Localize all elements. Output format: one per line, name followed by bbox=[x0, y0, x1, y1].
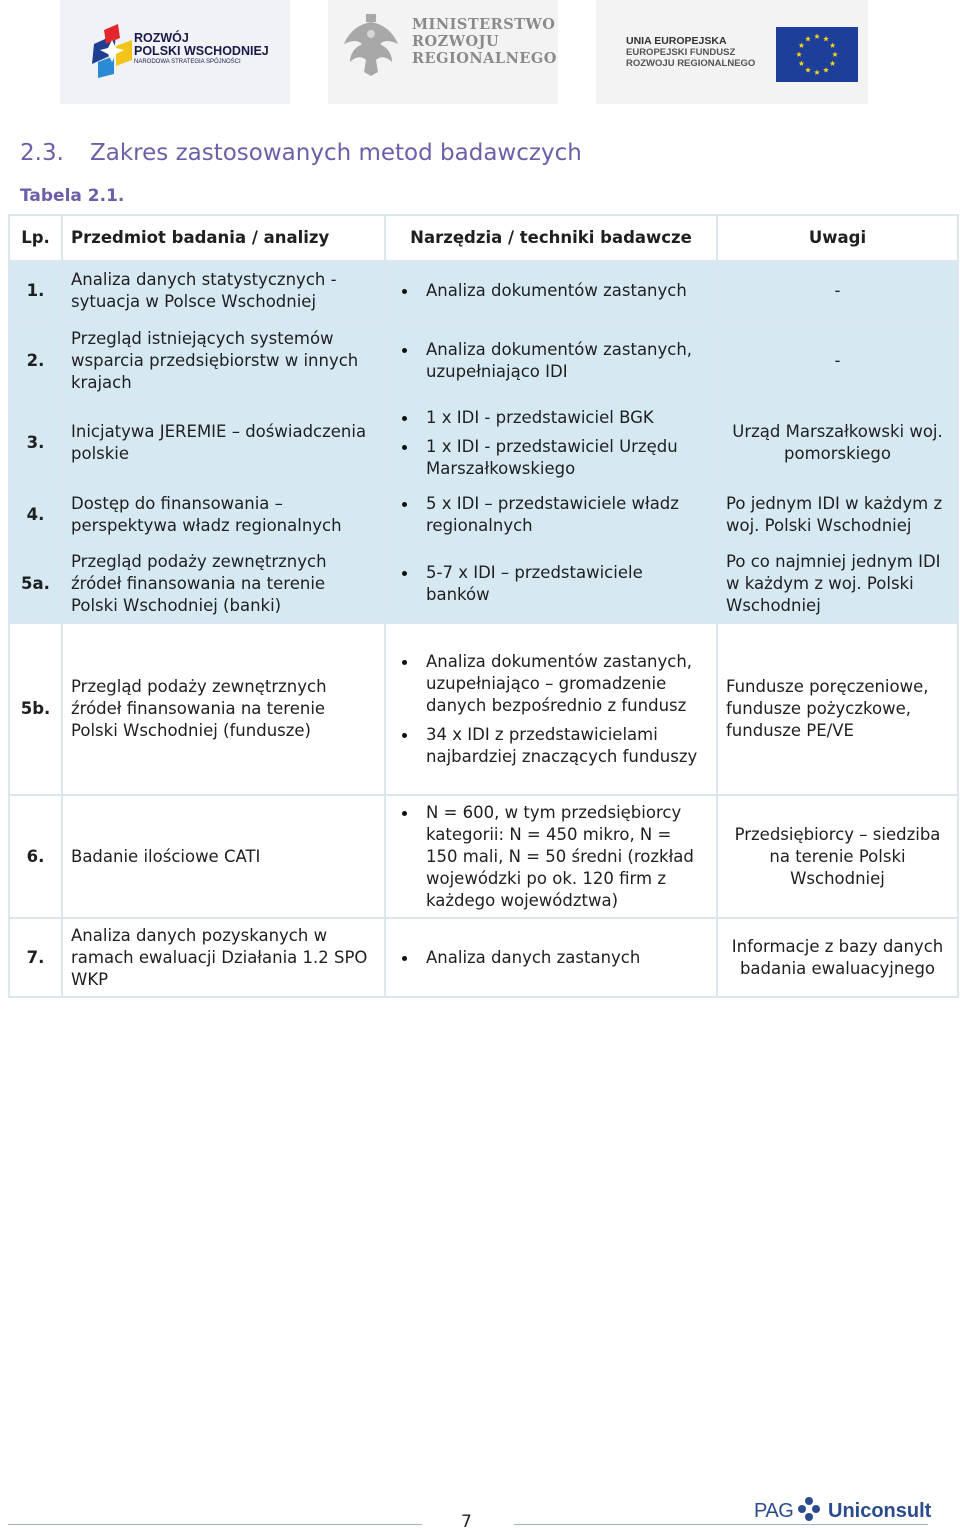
section-title: Zakres zastosowanych metod badawczych bbox=[90, 140, 582, 166]
row-lp: 1. bbox=[9, 261, 62, 321]
table-row bbox=[9, 544, 958, 623]
footer-divider-right bbox=[514, 1524, 928, 1525]
row-lp: 2. bbox=[9, 321, 62, 400]
row-notes: - bbox=[717, 321, 958, 400]
row-subject: Przegląd istniejących systemów wsparcia przedsiębiorstw w innych krajach bbox=[62, 321, 385, 400]
row-notes: Po co najmniej jednym IDI w każdym z woj. Polski Wschodniej bbox=[717, 544, 958, 623]
table-row bbox=[9, 400, 958, 486]
header-tools: Narzędzia / techniki badawcze bbox=[385, 215, 717, 261]
table-row bbox=[9, 486, 958, 544]
table-header-row bbox=[9, 215, 958, 261]
row-tools bbox=[385, 400, 717, 486]
unia-europejska-logo bbox=[596, 0, 868, 104]
tool-item: N = 600, w tym przedsiębiorcy kategorii: N = 450 mikro, N = 150 mali, N = 50 średni (rozkład wojewódzki po ok. 120 firm z każdego województwa) bbox=[426, 802, 708, 912]
eu-flag-icon bbox=[776, 27, 858, 82]
rozwoj-polski-wschodniej-logo bbox=[60, 0, 290, 104]
tool-item: Analiza danych zastanych bbox=[426, 947, 708, 969]
row-notes: Urząd Marszałkowski woj. pomorskiego bbox=[717, 400, 958, 486]
row-notes: Przedsiębiorcy – siedziba na terenie Polski Wschodniej bbox=[717, 795, 958, 918]
row-notes: Informacje z bazy danych badania ewaluacyjnego bbox=[717, 918, 958, 997]
pag-uniconsult-mark-icon bbox=[794, 1496, 824, 1524]
tool-item: 34 x IDI z przedstawicielami najbardziej znaczących funduszy bbox=[426, 724, 708, 768]
table-caption: Tabela 2.1. bbox=[20, 186, 125, 206]
tool-item: 5 x IDI – przedstawiciele władz regionalnych bbox=[426, 493, 708, 537]
row-subject: Analiza danych pozyskanych w ramach ewaluacji Działania 1.2 SPO WKP bbox=[62, 918, 385, 997]
row-tools bbox=[385, 261, 717, 321]
header-subject: Przedmiot badania / analizy bbox=[62, 215, 385, 261]
table-row bbox=[9, 623, 958, 795]
methods-table bbox=[8, 214, 959, 998]
row-notes: - bbox=[717, 261, 958, 321]
row-lp: 5a. bbox=[9, 544, 62, 623]
table-row bbox=[9, 261, 958, 321]
tool-item: Analiza dokumentów zastanych bbox=[426, 280, 708, 302]
header-logos bbox=[60, 0, 870, 104]
eagle-emblem-icon bbox=[342, 14, 400, 76]
tool-item: 1 x IDI - przedstawiciel BGK bbox=[426, 407, 708, 429]
tool-item: Analiza dokumentów zastanych, uzupełniająco IDI bbox=[426, 339, 708, 383]
pag-logo-text: PAG bbox=[754, 1500, 794, 1522]
table-row bbox=[9, 795, 958, 918]
row-notes: Fundusze poręczeniowe, fundusze pożyczkowe, fundusze PE/VE bbox=[717, 623, 958, 795]
row-tools bbox=[385, 795, 717, 918]
row-lp: 6. bbox=[9, 795, 62, 918]
row-lp: 5b. bbox=[9, 623, 62, 795]
row-subject: Przegląd podaży zewnętrznych źródeł finansowania na terenie Polski Wschodniej (banki) bbox=[62, 544, 385, 623]
row-subject: Analiza danych statystycznych - sytuacja w Polsce Wschodniej bbox=[62, 261, 385, 321]
row-subject: Badanie ilościowe CATI bbox=[62, 795, 385, 918]
uniconsult-logo-text: Uniconsult bbox=[828, 1500, 932, 1522]
row-notes: Po jednym IDI w każdym z woj. Polski Wschodniej bbox=[717, 486, 958, 544]
row-subject: Przegląd podaży zewnętrznych źródeł finansowania na terenie Polski Wschodniej (fundusze) bbox=[62, 623, 385, 795]
section-heading bbox=[20, 140, 582, 166]
table-row bbox=[9, 321, 958, 400]
row-tools bbox=[385, 623, 717, 795]
page-number: 7 bbox=[461, 1512, 472, 1532]
ue-logo-text: UNIA EUROPEJSKA EUROPEJSKI FUNDUSZ ROZWOJU REGIONALNEGO bbox=[626, 35, 756, 69]
rpw-flag-icon bbox=[88, 24, 136, 78]
table-row bbox=[9, 918, 958, 997]
row-lp: 4. bbox=[9, 486, 62, 544]
tool-item: 5-7 x IDI – przedstawiciele banków bbox=[426, 562, 708, 606]
row-lp: 3. bbox=[9, 400, 62, 486]
ministerstwo-rozwoju-regionalnego-logo bbox=[328, 0, 558, 104]
row-tools bbox=[385, 486, 717, 544]
header-notes: Uwagi bbox=[717, 215, 958, 261]
mrr-logo-text: MINISTERSTWO ROZWOJU REGIONALNEGO bbox=[412, 16, 557, 67]
row-subject: Dostęp do finansowania – perspektywa władz regionalnych bbox=[62, 486, 385, 544]
row-subject: Inicjatywa JEREMIE – doświadczenia polskie bbox=[62, 400, 385, 486]
tool-item: 1 x IDI - przedstawiciel Urzędu Marszałkowskiego bbox=[426, 436, 708, 480]
rpw-logo-text: ROZWÓJ POLSKI WSCHODNIEJ NARODOWA STRATEGIA SPÓJNOŚCI bbox=[134, 31, 269, 65]
footer-divider-left bbox=[8, 1524, 422, 1525]
tool-item: Analiza dokumentów zastanych, uzupełniająco – gromadzenie danych bezpośrednio z fundusz bbox=[426, 651, 708, 717]
header-lp: Lp. bbox=[9, 215, 62, 261]
section-number: 2.3. bbox=[20, 140, 64, 166]
row-lp: 7. bbox=[9, 918, 62, 997]
row-tools bbox=[385, 321, 717, 400]
row-tools bbox=[385, 544, 717, 623]
row-tools bbox=[385, 918, 717, 997]
